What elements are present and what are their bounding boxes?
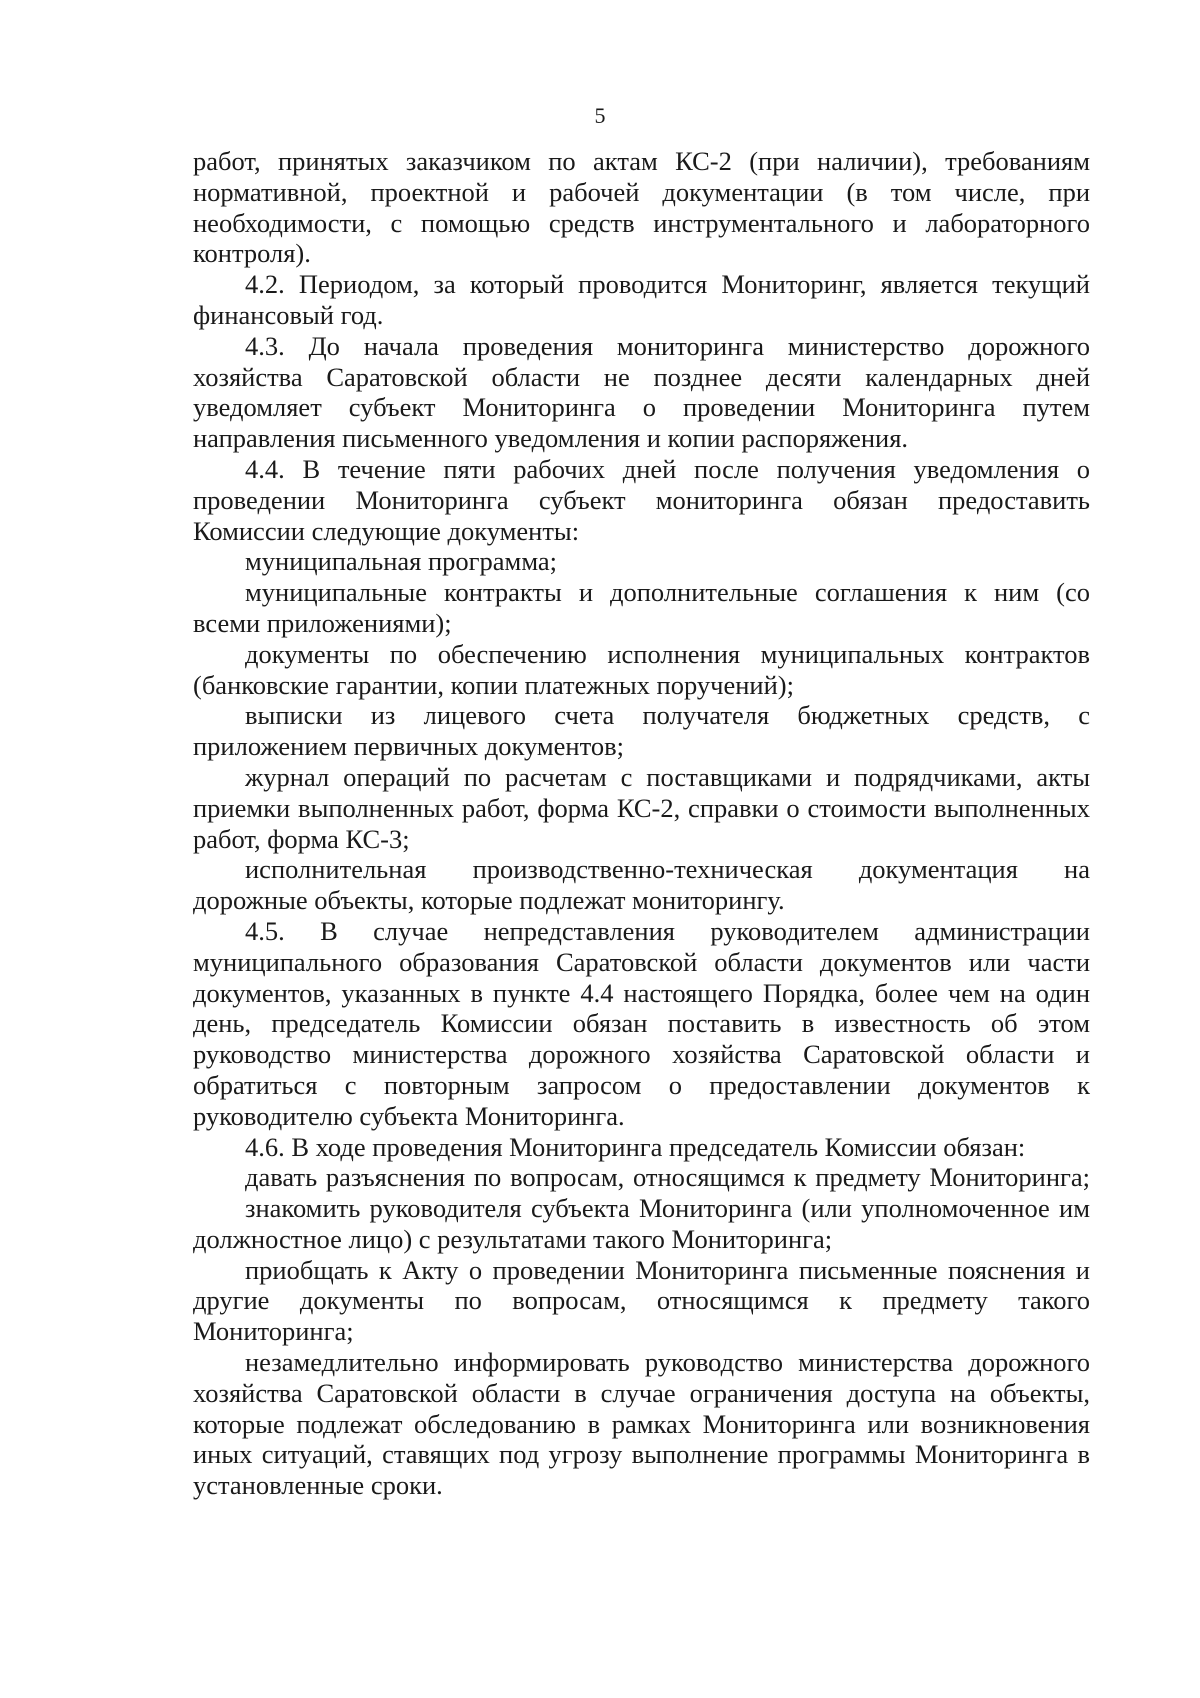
paragraph-4-2: 4.2. Периодом, за который проводится Мониторинг, является текущий финансовый год. xyxy=(193,269,1090,330)
duty-give-explanations: давать разъяснения по вопросам, относящимся к предмету Мониторинга; xyxy=(245,1162,1090,1193)
duty-attach-explanations: приобщать к Акту о проведении Мониторинга письменные пояснения и другие документы по вопросам, относящимся к предмету такого Мониторинга; xyxy=(193,1254,1090,1347)
list-item-operations-journal: журнал операций по расчетам с поставщиками и подрядчиками, акты приемки выполненных работ, форма КС-2, справки о стоимости выполненных работ, форма КС-3; xyxy=(193,761,1090,854)
paragraph-4-4: 4.4. В течение пяти рабочих дней после получения уведомления о проведении Мониторинга субъект мониторинга обязан предоставить Комиссии следующие документы: xyxy=(193,453,1090,546)
paragraph-4-5: 4.5. В случае непредставления руководителем администрации муниципального образования Саратовской области документов или части документов, указанных в пункте 4.4 настоящего Порядка, более чем на один день, председатель Комиссии обязан поставить в известность об этом руководство министерства дорожного хозяйства Саратовской области и обратиться с повторным запросом о предоставлении документов к руководителю субъекта Мониторинга. xyxy=(193,915,1090,1131)
duty-inform-management: незамедлительно информировать руководство министерства дорожного хозяйства Саратовской области в случае ограничения доступа на объекты, которые подлежат обследованию в рамках Мониторинга или возникновения иных ситуаций, ставящих под угрозу выполнение программы Мониторинга в установленные сроки. xyxy=(193,1347,1090,1501)
paragraph-4-6: 4.6. В ходе проведения Мониторинга председатель Комиссии обязан: xyxy=(245,1131,1026,1162)
list-item-municipal-contracts: муниципальные контракты и дополнительные соглашения к ним (со всеми приложениями); xyxy=(193,577,1090,638)
page-number: 5 xyxy=(594,103,606,128)
list-item-municipal-program: муниципальная программа; xyxy=(245,546,558,577)
paragraph-4-3: 4.3. До начала проведения мониторинга министерство дорожного хозяйства Саратовской области не позднее десяти календарных дней уведомляет субъект Мониторинга о проведении Мониторинга путем направления письменного уведомления и копии распоряжения. xyxy=(193,330,1090,454)
paragraph-1: работ, принятых заказчиком по актам КС-2 (при наличии), требованиям нормативной, проектной и рабочей документации (в том числе, при необходимости, с помощью средств инструментального и лабораторного контроля). xyxy=(193,146,1090,269)
list-item-contract-security-documents: документы по обеспечению исполнения муниципальных контрактов (банковские гарантии, копии платежных поручений); xyxy=(193,638,1090,700)
list-item-account-statements: выписки из лицевого счета получателя бюджетных средств, с приложением первичных документов; xyxy=(193,700,1090,762)
document-body xyxy=(193,146,1090,1501)
list-item-executive-documentation: исполнительная производственно-техническая документация на дорожные объекты, которые подлежат мониторингу. xyxy=(193,854,1090,916)
duty-familiarize-head: знакомить руководителя субъекта Мониторинга (или уполномоченное им должностное лицо) с результатами такого Мониторинга; xyxy=(193,1193,1090,1254)
